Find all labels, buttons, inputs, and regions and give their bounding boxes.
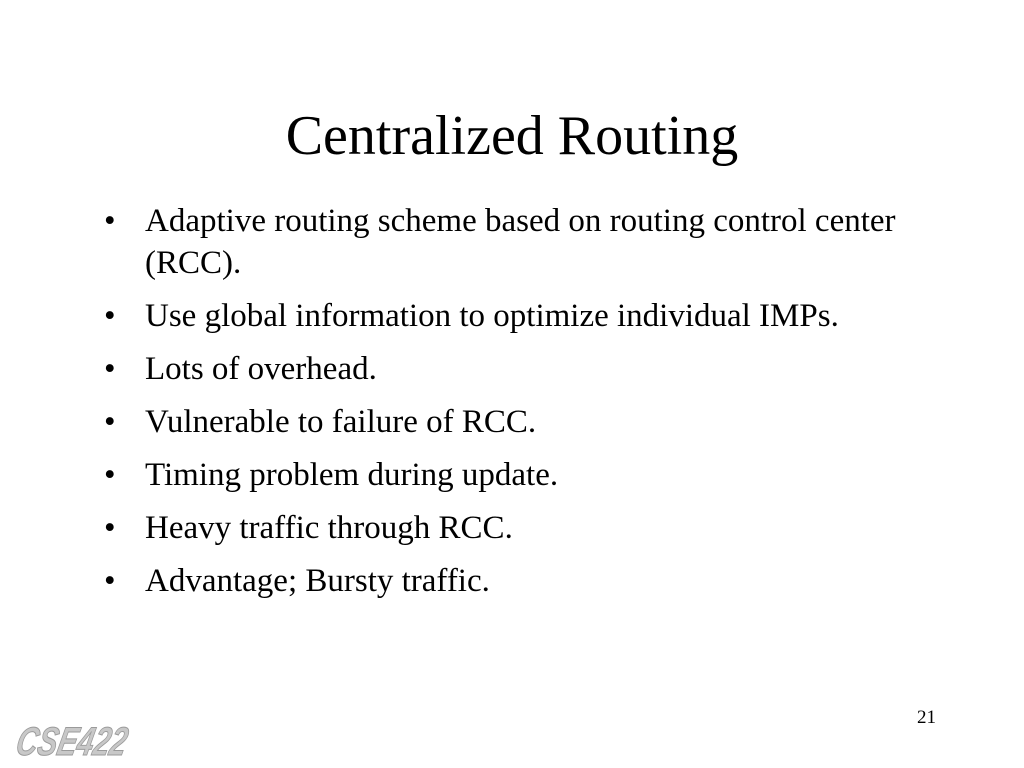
bullet-text: Use global information to optimize individual IMPs. (145, 298, 839, 334)
bullet-text: Adaptive routing scheme based on routing control center (RCC). (145, 203, 896, 281)
slide-title: Centralized Routing (285, 105, 739, 167)
bullet-icon: • (104, 298, 116, 334)
bullet-icon: • (104, 510, 116, 546)
bullet-item (104, 454, 964, 496)
bullet-item (104, 507, 964, 549)
bullet-item (104, 401, 964, 443)
bullet-icon: • (104, 563, 116, 599)
bullet-text: Advantage; Bursty traffic. (145, 563, 490, 599)
bullet-icon: • (104, 351, 116, 387)
logo-text: CSE422 (12, 718, 172, 764)
course-logo (10, 700, 172, 764)
bullet-item (104, 560, 964, 602)
bullet-list (104, 200, 964, 613)
bullet-icon: • (104, 457, 116, 493)
bullet-item (104, 295, 964, 337)
bullet-text: Lots of overhead. (145, 351, 377, 387)
bullet-text: Timing problem during update. (145, 457, 559, 493)
bullet-icon: • (104, 404, 116, 440)
page-number: 21 (917, 707, 936, 728)
bullet-icon: • (104, 203, 116, 239)
bullet-text: Vulnerable to failure of RCC. (145, 404, 537, 440)
bullet-item (104, 348, 964, 390)
bullet-text: Heavy traffic through RCC. (145, 510, 513, 546)
bullet-item (104, 200, 964, 284)
